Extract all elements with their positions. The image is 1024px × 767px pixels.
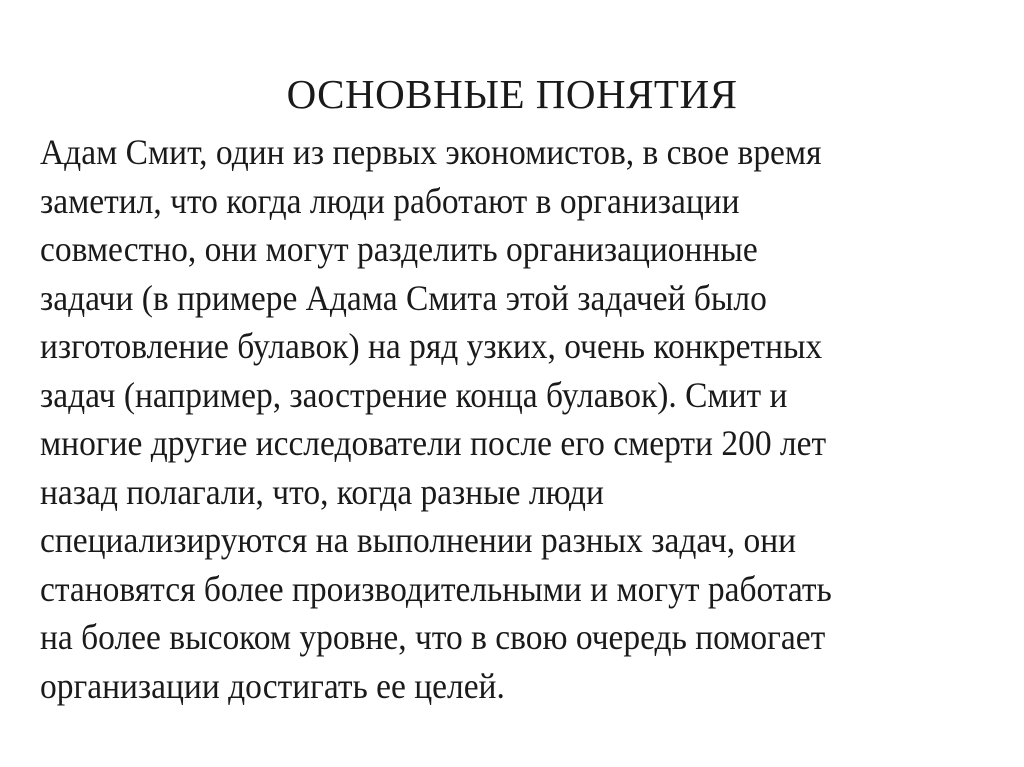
body-line: Адам Смит, один из первых экономистов, в свое время [40,132,822,172]
body-line: становятся более производительными и могут работать [40,568,832,609]
body-line: задачи (в примере Адама Смита этой задачей было [40,277,767,318]
body-line: многие другие исследователи после его смерти 200 лет [40,423,827,463]
body-line: на более высоком уровне, что в свою очередь помогает [40,617,826,657]
body-line: специализируются на выполнении разных задач, они [40,520,797,560]
body-line: задач (например, заострение конца булавок). Смит и [40,374,788,415]
slide-title: ОСНОВНЫЕ ПОНЯТИЯ [286,71,738,117]
body-line: изготовление булавок) на ряд узких, очень конкретных [40,326,823,366]
slide-body [40,128,1000,710]
body-line: организации достигать ее целей. [40,665,505,706]
body-line: назад полагали, что, когда разные люди [40,471,604,512]
body-line: заметил, что когда люди работают в организации [40,180,740,221]
body-line: совместно, они могут разделить организационные [40,229,758,269]
